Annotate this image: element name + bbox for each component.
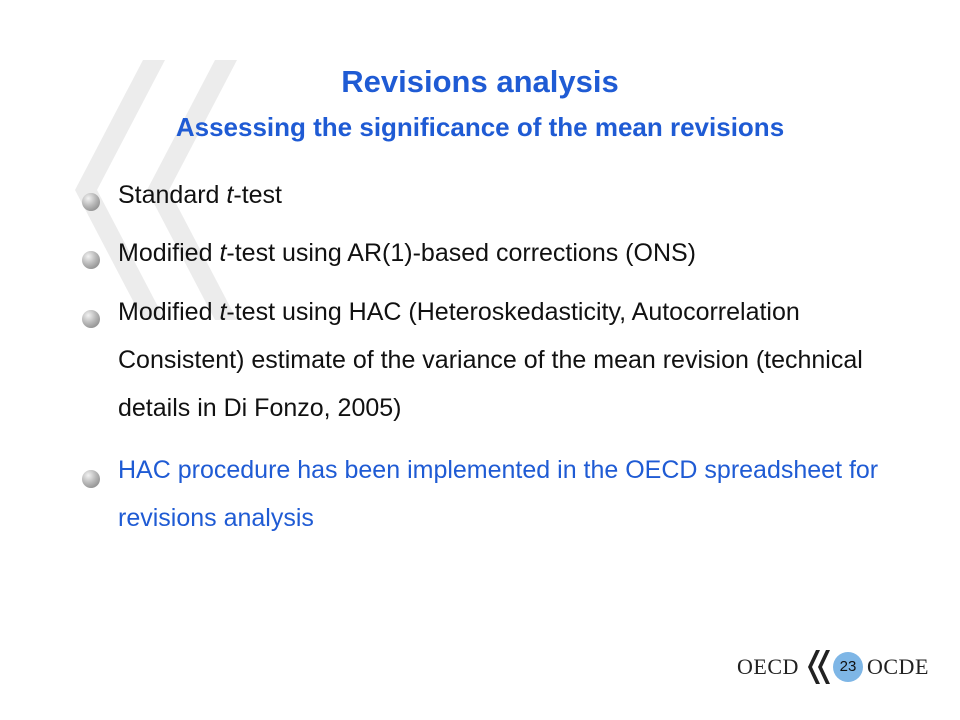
logo-text-oecd: OECD (737, 654, 799, 679)
logo-text-ocde: OCDE (867, 654, 929, 679)
bullet-text: Modified t-test using HAC (Heteroskedasticity, Autocorrelation Consistent) estimate of the variance of the mean revision (technical details in Di Fonzo, 2005) (118, 298, 863, 422)
bullet-dot-icon (82, 193, 100, 211)
bullet-text: Modified t-test using AR(1)-based corrections (ONS) (118, 239, 697, 267)
bullet-dot-icon (82, 251, 100, 269)
slide-subtitle: Assessing the significance of the mean revisions (175, 112, 785, 142)
bullet-text: HAC procedure has been implemented in the OECD spreadsheet for revisions analysis (118, 456, 879, 532)
slide-title: Revisions analysis (341, 64, 619, 99)
bullet-dot-icon (82, 310, 100, 328)
oecd-footer-logo (737, 648, 937, 688)
bullet-text: Standard t-test (118, 181, 282, 209)
page-number-badge: 23 (833, 652, 863, 682)
oecd-chevrons-logo-icon (805, 648, 835, 686)
bullet-dot-icon (82, 470, 100, 488)
